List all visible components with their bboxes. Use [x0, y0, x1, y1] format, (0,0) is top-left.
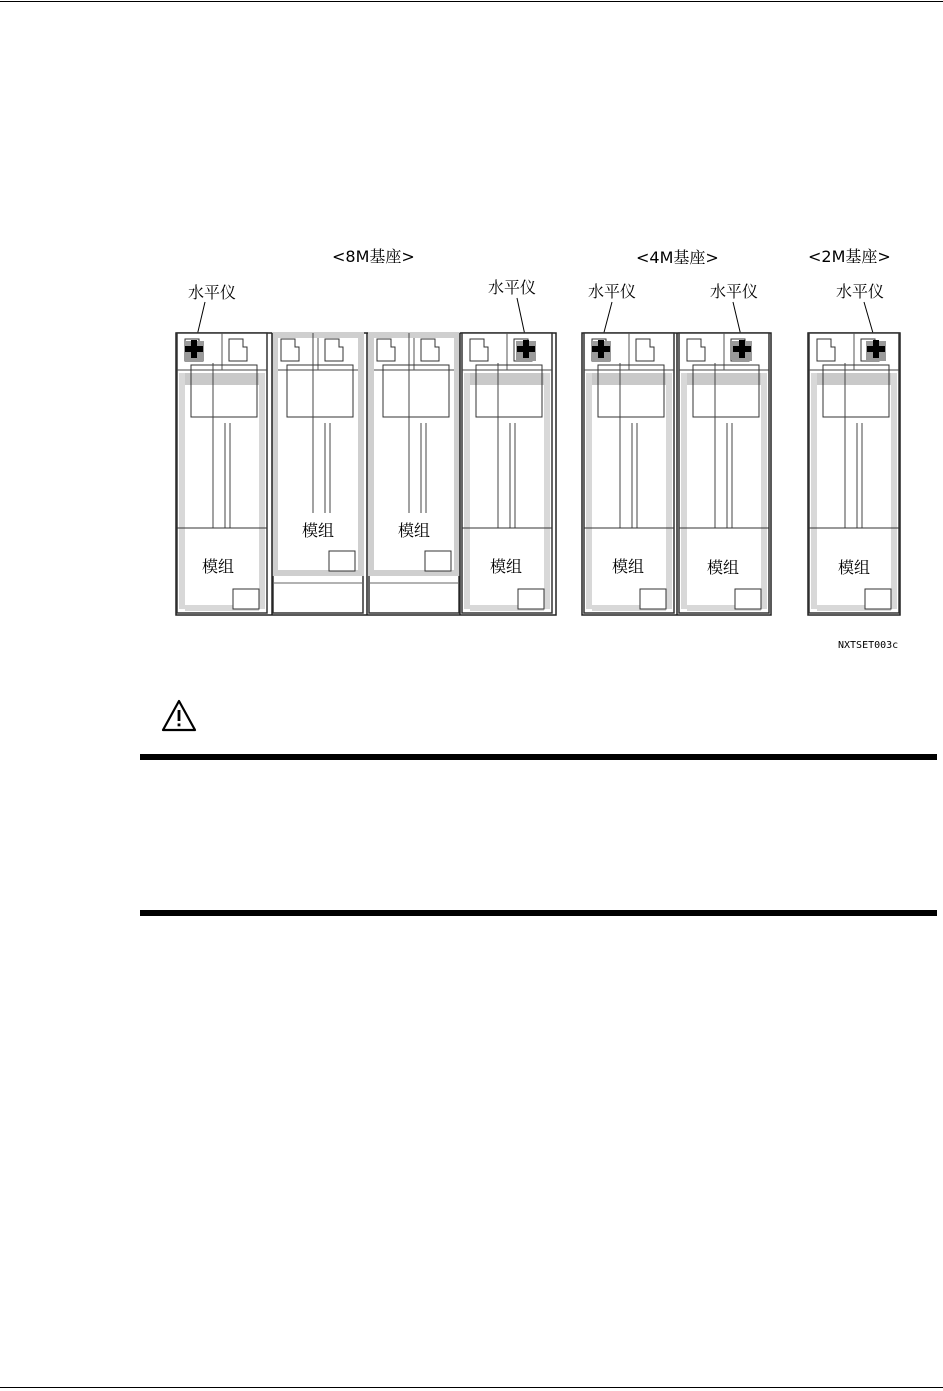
notice-top-rule	[140, 754, 937, 760]
base-label-2m: <2M基座>	[808, 247, 891, 266]
notice-bottom-rule	[140, 910, 937, 916]
base-label-8m: <8M基座>	[332, 247, 415, 266]
module-base-figure	[0, 0, 943, 680]
module-label-4: 模组	[490, 557, 523, 576]
level-label-4: 水平仪	[710, 282, 759, 301]
level-label-1: 水平仪	[188, 283, 237, 302]
base-label-4m: <4M基座>	[636, 248, 719, 267]
module-label-5: 模组	[612, 557, 645, 576]
module-label-1: 模组	[202, 557, 235, 576]
level-label-5: 水平仪	[836, 282, 885, 301]
figure-code: NXTSET003c	[838, 640, 899, 651]
page-bottom-rule	[0, 1387, 943, 1388]
module-label-3: 模组	[398, 521, 431, 540]
level-label-2: 水平仪	[488, 278, 537, 297]
module-label-6: 模组	[707, 558, 740, 577]
warning-triangle-icon	[160, 698, 198, 734]
module-label-2: 模组	[302, 521, 335, 540]
level-label-3: 水平仪	[588, 282, 637, 301]
module-label-7: 模组	[838, 558, 871, 577]
